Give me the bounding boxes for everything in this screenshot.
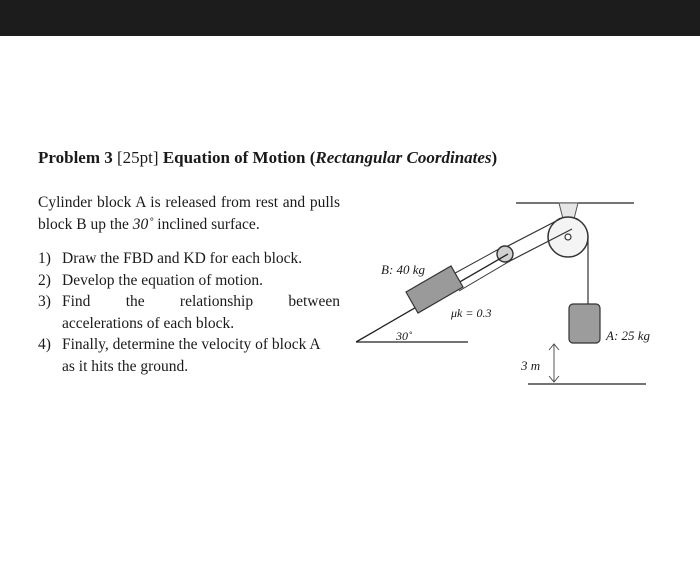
cable-lower (459, 261, 510, 291)
task-continuation: as it hits the ground. (62, 357, 189, 375)
task-word: between (288, 293, 340, 310)
problem-topic: Equation of Motion ( (162, 148, 316, 167)
task-item (38, 291, 340, 334)
problem-title (38, 148, 497, 168)
task-text: Develop the equation of motion. (62, 271, 264, 289)
task-item (38, 270, 340, 292)
task-word: Find (62, 293, 91, 310)
task-word: the (125, 293, 145, 310)
block-a-label: A: 25 kg (606, 328, 651, 343)
block-b-label: B: 40 kg (381, 262, 426, 277)
friction-label: μk = 0.3 (451, 306, 492, 320)
task-continuation: accelerations of each block. (62, 314, 235, 332)
task-text: Finally, determine the velocity of block A (62, 336, 321, 353)
pulley-axle (565, 234, 571, 240)
problem-topic-close: ) (491, 148, 498, 167)
task-number: 1) (38, 250, 51, 267)
height-label: 3 m (521, 358, 541, 373)
task-number: 4) (38, 336, 51, 353)
top-bar (0, 0, 700, 36)
statement-part2: inclined surface. (153, 216, 260, 233)
task-word: relationship (179, 293, 254, 310)
problem-points: [25pt] (117, 148, 159, 167)
problem-topic-italic: Rectangular Coordinates (315, 148, 492, 167)
problem-statement (38, 192, 340, 236)
block-a (569, 304, 600, 343)
task-item (38, 334, 340, 377)
incline-angle-label: 30˚ (396, 329, 412, 343)
statement-angle: 30˚ (132, 216, 154, 233)
pulley-incline-diagram (350, 185, 670, 405)
task-item (38, 248, 340, 270)
task-number: 2) (38, 271, 51, 289)
task-text: Draw the FBD and KD for each block. (62, 250, 303, 267)
problem-label: Problem 3 (38, 148, 113, 167)
statement-part1: Cylinder block A is released from rest and pulls block B up the (38, 194, 340, 233)
task-number: 3) (38, 293, 51, 310)
task-list (38, 248, 340, 377)
